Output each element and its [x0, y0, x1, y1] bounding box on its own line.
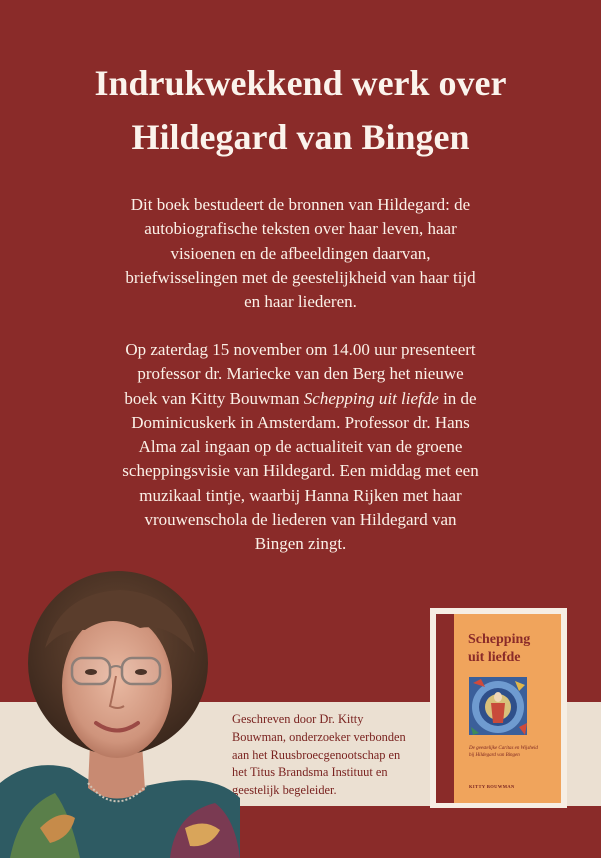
intro-line: en haar liederen.: [244, 292, 357, 312]
book-title-line-1: Schepping: [468, 632, 531, 647]
book-title-emphasis: Schepping uit liefde: [303, 388, 439, 408]
intro-line: Dit boek bestudeert de bronnen van Hildegard: de: [130, 195, 471, 214]
caption-line: Bouwman, onderzoeker verbonden: [232, 729, 406, 744]
event-paragraph: [100, 338, 501, 557]
caption-line: het Titus Brandsma Instituut en: [232, 765, 388, 780]
caption-line: aan het Ruusbroecgenootschap en: [232, 747, 401, 762]
event-line: Bingen zingt.: [254, 534, 347, 554]
book-title: [468, 631, 558, 667]
author-portrait: [0, 568, 240, 858]
event-line: professor dr. Mariecke van den Berg het nieuwe: [137, 364, 464, 384]
book-cover: [436, 614, 561, 803]
book-subtitle: [469, 745, 549, 759]
book-subtitle-line-2: bij Hildegard van Bingen: [469, 753, 520, 758]
event-line-text: boek van Kitty Bouwman: [124, 388, 304, 408]
event-line: Dominicuskerk in Amsterdam. Professor dr. Hans: [131, 412, 470, 432]
event-line: Alma zal ingaan op de actualiteit van de groene: [138, 437, 463, 457]
caption-line: geestelijk begeleider.: [232, 783, 337, 798]
title-line-1: Indrukwekkend werk over: [94, 63, 507, 103]
intro-line: briefwisselingen met de geestelijkheid van haar tijd: [125, 267, 476, 287]
event-line-text: in de: [438, 388, 477, 408]
event-line: [100, 387, 501, 411]
book-spine: [436, 614, 454, 803]
intro-paragraph: [100, 193, 501, 314]
book-subtitle-line-1: De geestelijke Caritas en Wijsheid: [469, 746, 538, 751]
event-line: vrouwenschola de liederen van Hildegard van: [144, 510, 457, 530]
book-author: KITTY BOUWMAN: [469, 784, 515, 789]
page-title: [0, 56, 601, 164]
book-cover-illustration: [469, 677, 527, 735]
intro-line: visioenen en de afbeeldingen daarvan,: [170, 243, 431, 263]
event-line: muzikaal tintje, waarbij Hanna Rijken met haar: [139, 485, 462, 505]
event-line: scheppingsvisie van Hildegard. Een middag met een: [122, 461, 479, 481]
caption-line: Geschreven door Dr. Kitty: [232, 712, 364, 726]
title-line-2: Hildegard van Bingen: [131, 117, 470, 157]
event-line: Op zaterdag 15 november om 14.00 uur presenteert: [125, 340, 476, 359]
intro-line: autobiografische teksten over haar leven, haar: [144, 219, 457, 239]
author-caption: [232, 711, 432, 800]
book-title-line-2: uit liefde: [468, 650, 521, 665]
